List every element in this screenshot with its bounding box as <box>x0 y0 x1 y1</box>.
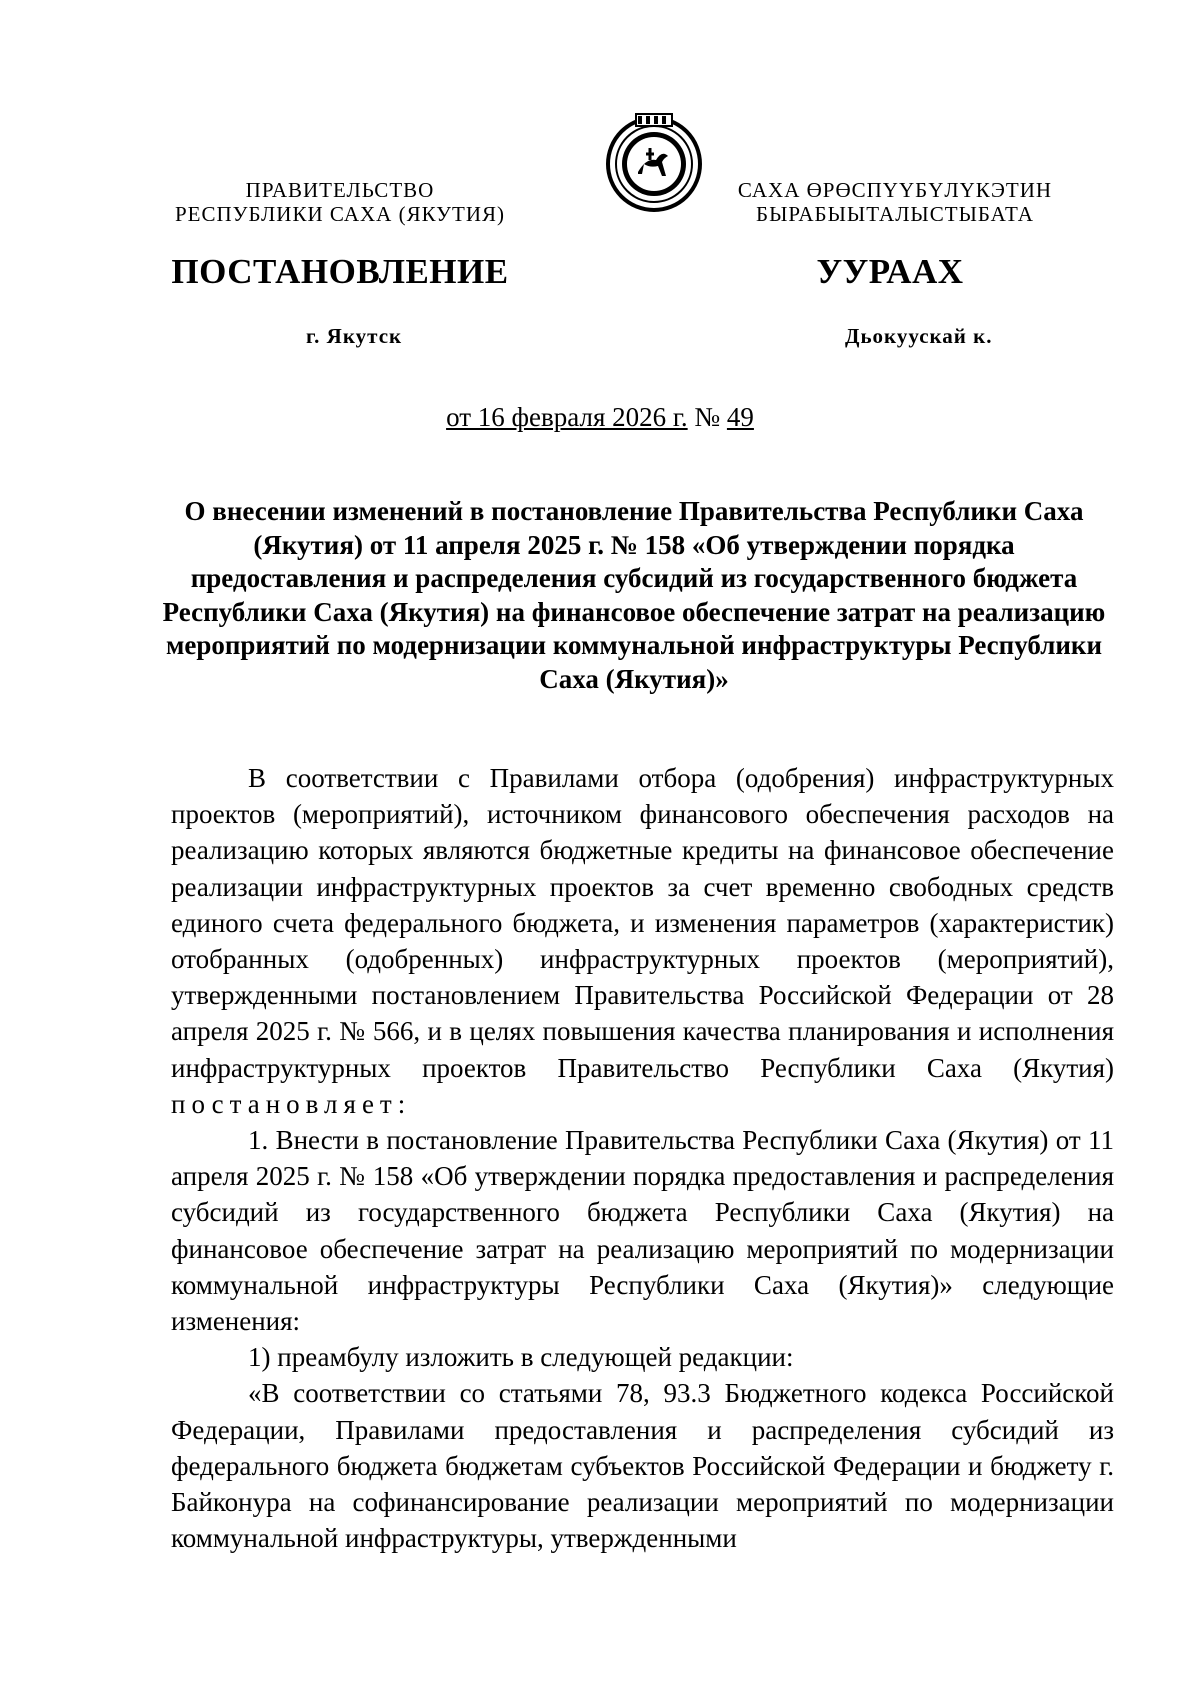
header-right <box>700 178 1090 226</box>
header-right-line2: БЫРАБЫЫТАЛЫСТЫБАТА <box>756 202 1034 226</box>
header-left <box>145 178 535 226</box>
city-sah: Дьокуускай к. <box>845 324 993 348</box>
paragraph-preamble-text: В соответствии с Правилами отбора (одобрения) инфраструктурных проектов (мероприятий), источником финансового обеспечения расходов на реализацию которых являются бюджетные кредиты на финансовое обеспечение реализации инфраструктурных проектов за счет временно свободных средств единого счета федерального бюджета, и изменения параметров (характеристик) отобранных (одобренных) инфраструктурных проектов (мероприятий), утвержденными постановлением Правительства Российской Федерации от 28 апреля 2025 г. № 566, и в целях повышения качества планирования и исполнения инфраструктурных проектов Правительство Республики Саха (Якутия) <box>171 763 1114 1083</box>
document-title: О внесении изменений в постановление Правительства Республики Саха (Якутия) от 11 апреля 2025 г. № 158 «Об утверждении порядка предоставления и распределения субсидий из государственного бюджета Республики Саха (Якутия) на финансовое обеспечение затрат на реализацию мероприятий по модернизации коммунальной инфраструктуры Республики Саха (Якутия)» <box>162 496 1106 694</box>
paragraph-preamble <box>171 760 1114 1122</box>
paragraph-subitem-1: 1) преамбулу изложить в следующей редакции: <box>248 1342 794 1373</box>
number-sign: № <box>694 402 721 432</box>
emblem-icon <box>602 110 706 214</box>
document-body <box>171 760 1114 1556</box>
doc-type-sah: УУРААХ <box>816 252 964 291</box>
paragraph-item-1: 1. Внести в постановление Правительства Республики Саха (Якутия) от 11 апреля 2025 г. № 158 «Об утверждении порядка предоставления и распределения субсидий из государственного бюджета Республики Саха (Якутия) на финансовое обеспечение затрат на реализацию мероприятий по модернизации коммунальной инфраструктуры Республики Саха (Якутия)» следующие изменения: <box>171 1125 1114 1337</box>
document-date: от 16 февраля 2026 г. <box>446 402 688 432</box>
resolves-word: постановляет: <box>171 1088 412 1119</box>
header-left-line1: ПРАВИТЕЛЬСТВО <box>245 178 435 202</box>
city-ru: г. Якутск <box>306 324 403 348</box>
paragraph-new-preamble: «В соответствии со статьями 78, 93.3 Бюджетного кодекса Российской Федерации, Правилами предоставления и распределения субсидий из федерального бюджета бюджетам субъектов Российской Федерации и бюджету г. Байконура на софинансирование реализации мероприятий по модернизации коммунальной инфраструктуры, утвержденными <box>171 1378 1114 1554</box>
header-left-line2: РЕСПУБЛИКИ САХА (ЯКУТИЯ) <box>174 202 506 226</box>
document-number: 49 <box>726 402 754 432</box>
date-line <box>0 402 1200 433</box>
doc-type-ru: ПОСТАНОВЛЕНИЕ <box>171 252 509 291</box>
header-right-line1: САХА ӨРӨСПҮҮБҮЛҮКЭТИН <box>737 178 1053 202</box>
